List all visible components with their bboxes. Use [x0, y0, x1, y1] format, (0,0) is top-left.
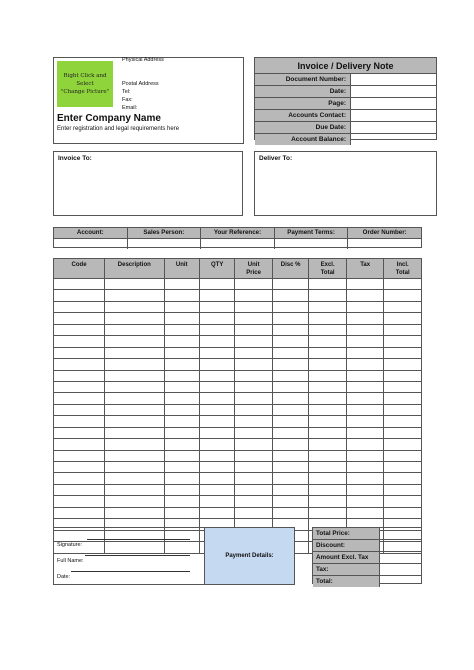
physical-address[interactable]: Physical Address: [122, 57, 164, 63]
table-cell[interactable]: [54, 473, 105, 484]
table-row: [54, 484, 422, 495]
invoice-title: Invoice / Delivery Note: [297, 60, 394, 71]
invoice-header-row: [255, 110, 436, 122]
table-cell[interactable]: [384, 450, 422, 461]
table-cell[interactable]: [199, 370, 234, 381]
table-cell[interactable]: [272, 439, 308, 450]
column-header: Tax: [346, 259, 384, 279]
table-cell[interactable]: [272, 427, 308, 438]
totals-row: [313, 576, 421, 587]
totals-value[interactable]: [380, 564, 421, 575]
invoice-header-value[interactable]: [351, 98, 436, 109]
column-header: Incl. Total: [384, 259, 422, 279]
table-cell[interactable]: [105, 427, 164, 438]
invoice-header-row: [255, 74, 436, 86]
account-info-value[interactable]: [128, 239, 202, 249]
account-info-label: Payment Terms:: [275, 228, 349, 238]
table-cell[interactable]: [199, 427, 234, 438]
totals-value[interactable]: [380, 528, 421, 539]
invoice-header-value[interactable]: [351, 134, 436, 145]
table-cell[interactable]: [105, 404, 164, 415]
table-cell[interactable]: [199, 496, 234, 507]
table-cell[interactable]: [272, 484, 308, 495]
table-cell[interactable]: [272, 279, 308, 290]
totals-row: [313, 564, 421, 576]
table-cell[interactable]: [346, 290, 384, 301]
table-cell[interactable]: [309, 473, 347, 484]
table-cell[interactable]: [54, 324, 105, 335]
table-cell[interactable]: [384, 484, 422, 495]
account-info-header: [54, 228, 421, 239]
table-cell[interactable]: [384, 347, 422, 358]
table-cell[interactable]: [309, 370, 347, 381]
column-header: Disc %: [272, 259, 308, 279]
table-cell[interactable]: [384, 473, 422, 484]
table-cell[interactable]: [105, 324, 164, 335]
table-cell[interactable]: [199, 404, 234, 415]
payment-details-box[interactable]: [204, 527, 295, 585]
table-cell[interactable]: [384, 439, 422, 450]
table-cell[interactable]: [54, 507, 105, 518]
table-cell[interactable]: [54, 347, 105, 358]
table-cell[interactable]: [272, 359, 308, 370]
table-row: [54, 301, 422, 312]
table-cell[interactable]: [235, 473, 273, 484]
table-cell[interactable]: [235, 347, 273, 358]
table-cell[interactable]: [272, 336, 308, 347]
table-cell[interactable]: [164, 290, 199, 301]
table-cell[interactable]: [309, 313, 347, 324]
table-cell[interactable]: [164, 393, 199, 404]
table-row: [54, 439, 422, 450]
table-cell[interactable]: [309, 290, 347, 301]
table-cell[interactable]: [346, 370, 384, 381]
table-cell[interactable]: [105, 462, 164, 473]
table-cell[interactable]: [346, 347, 384, 358]
table-cell[interactable]: [272, 381, 308, 392]
table-cell[interactable]: [235, 393, 273, 404]
account-info-label: Sales Person:: [128, 228, 202, 238]
table-cell[interactable]: [346, 507, 384, 518]
signature-line: [87, 539, 190, 540]
table-cell[interactable]: [346, 484, 384, 495]
table-cell[interactable]: [199, 439, 234, 450]
table-row: [54, 450, 422, 461]
table-cell[interactable]: [272, 347, 308, 358]
table-cell[interactable]: [199, 507, 234, 518]
invoice-header-value[interactable]: [351, 122, 436, 133]
table-cell[interactable]: [272, 462, 308, 473]
table-row: [54, 496, 422, 507]
table-cell[interactable]: [272, 393, 308, 404]
table-cell[interactable]: [309, 336, 347, 347]
account-info-label: Order Number:: [362, 229, 407, 236]
table-cell[interactable]: [164, 404, 199, 415]
account-info-values: [54, 239, 421, 249]
full-name-label: Full Name:: [57, 558, 84, 564]
table-cell[interactable]: [272, 507, 308, 518]
company-name[interactable]: Enter Company Name: [57, 113, 161, 124]
account-info-value[interactable]: [54, 239, 128, 249]
table-row: [54, 404, 422, 415]
table-cell[interactable]: [384, 313, 422, 324]
invoice-header-label: Document Number:: [255, 74, 351, 85]
totals-row: [313, 528, 421, 540]
table-cell[interactable]: [105, 450, 164, 461]
table-cell[interactable]: [235, 324, 273, 335]
table-cell[interactable]: [272, 301, 308, 312]
table-cell[interactable]: [235, 427, 273, 438]
table-cell[interactable]: [346, 416, 384, 427]
table-cell[interactable]: [199, 279, 234, 290]
table-cell[interactable]: [199, 290, 234, 301]
table-cell[interactable]: [235, 462, 273, 473]
invoice-header-value[interactable]: [351, 110, 436, 121]
table-cell[interactable]: [199, 359, 234, 370]
table-cell[interactable]: [235, 290, 273, 301]
table-cell[interactable]: [309, 301, 347, 312]
account-info-value[interactable]: [348, 239, 421, 249]
table-cell[interactable]: [105, 393, 164, 404]
table-cell[interactable]: [164, 496, 199, 507]
table-cell[interactable]: [164, 381, 199, 392]
invoice-header-row: [255, 122, 436, 134]
table-cell[interactable]: [164, 416, 199, 427]
table-cell[interactable]: [54, 313, 105, 324]
table-cell[interactable]: [235, 359, 273, 370]
table-cell[interactable]: [384, 279, 422, 290]
account-info-label: Account:: [54, 228, 128, 238]
table-row: [54, 370, 422, 381]
totals-value[interactable]: [380, 576, 421, 587]
table-cell[interactable]: [54, 427, 105, 438]
date-field[interactable]: [57, 565, 190, 580]
table-cell[interactable]: [164, 484, 199, 495]
table-cell[interactable]: [272, 313, 308, 324]
table-cell[interactable]: [199, 450, 234, 461]
table-cell[interactable]: [54, 381, 105, 392]
table-cell[interactable]: [235, 336, 273, 347]
table-cell[interactable]: [199, 484, 234, 495]
table-cell[interactable]: [272, 370, 308, 381]
table-cell[interactable]: [54, 484, 105, 495]
column-header: Unit: [164, 259, 199, 279]
table-cell[interactable]: [235, 279, 273, 290]
table-cell[interactable]: [235, 416, 273, 427]
invoice-header-fields: [255, 74, 436, 145]
invoice-header-row: [255, 134, 436, 145]
invoice-header-label: Accounts Contact:: [255, 110, 351, 121]
table-cell[interactable]: [54, 496, 105, 507]
table-cell[interactable]: [105, 473, 164, 484]
table-cell[interactable]: [54, 416, 105, 427]
table-cell[interactable]: [346, 427, 384, 438]
company-logo-placeholder[interactable]: [57, 61, 113, 107]
totals-row: [313, 540, 421, 552]
table-cell[interactable]: [384, 427, 422, 438]
table-cell[interactable]: [346, 336, 384, 347]
table-cell[interactable]: [105, 290, 164, 301]
tel-label[interactable]: Tel:: [122, 89, 131, 95]
table-row: [54, 347, 422, 358]
table-cell[interactable]: [54, 404, 105, 415]
table-cell[interactable]: [346, 450, 384, 461]
table-cell[interactable]: [105, 439, 164, 450]
table-cell[interactable]: [309, 359, 347, 370]
totals-table: [312, 527, 422, 584]
fax-label[interactable]: Fax:: [122, 97, 133, 103]
table-cell[interactable]: [105, 359, 164, 370]
table-cell[interactable]: [309, 427, 347, 438]
account-info-value[interactable]: [201, 239, 275, 249]
invoice-header-label: Account Balance:: [255, 134, 351, 145]
table-cell[interactable]: [54, 290, 105, 301]
table-cell[interactable]: [164, 370, 199, 381]
table-cell[interactable]: [199, 381, 234, 392]
table-cell[interactable]: [105, 313, 164, 324]
table-cell[interactable]: [309, 404, 347, 415]
table-cell[interactable]: [105, 496, 164, 507]
table-cell[interactable]: [309, 507, 347, 518]
logo-text-line-3: "Change Picture": [60, 89, 110, 95]
invoice-header-row: [255, 98, 436, 110]
payment-details-label: Payment Details:: [225, 553, 274, 559]
table-cell[interactable]: [384, 290, 422, 301]
table-cell[interactable]: [346, 301, 384, 312]
date-label: Date:: [57, 574, 71, 580]
table-cell[interactable]: [164, 439, 199, 450]
table-cell[interactable]: [164, 279, 199, 290]
invoice-header-label: Page:: [255, 98, 351, 109]
table-cell[interactable]: [105, 370, 164, 381]
account-info-label: Your Reference:: [201, 228, 275, 238]
account-info-table: [53, 227, 422, 248]
invoice-header-box: [254, 57, 437, 143]
column-header: Excl. Total: [309, 259, 347, 279]
totals-label: Total:: [313, 576, 380, 587]
email-label[interactable]: Email:: [122, 105, 138, 111]
invoice-to-label: Invoice To:: [58, 155, 92, 162]
table-cell[interactable]: [54, 279, 105, 290]
table-row: [54, 416, 422, 427]
table-cell[interactable]: [384, 381, 422, 392]
table-cell[interactable]: [199, 336, 234, 347]
table-row: [54, 473, 422, 484]
totals-value[interactable]: [380, 552, 421, 563]
account-info-value[interactable]: [275, 239, 349, 249]
table-cell[interactable]: [384, 404, 422, 415]
table-cell[interactable]: [384, 301, 422, 312]
table-cell[interactable]: [105, 507, 164, 518]
table-cell[interactable]: [309, 462, 347, 473]
table-cell[interactable]: [384, 462, 422, 473]
column-header: QTY: [199, 259, 234, 279]
table-row: [54, 393, 422, 404]
deliver-to-label: Deliver To:: [259, 155, 293, 162]
table-cell[interactable]: [235, 404, 273, 415]
totals-row: [313, 552, 421, 564]
table-cell[interactable]: [54, 359, 105, 370]
table-cell[interactable]: [384, 507, 422, 518]
table-row: [54, 290, 422, 301]
totals-label: Amount Excl. Tax: [313, 552, 380, 563]
table-cell[interactable]: [164, 359, 199, 370]
table-cell[interactable]: [384, 359, 422, 370]
table-cell[interactable]: [164, 301, 199, 312]
table-cell[interactable]: [164, 473, 199, 484]
table-cell[interactable]: [164, 336, 199, 347]
table-cell[interactable]: [54, 301, 105, 312]
table-cell[interactable]: [54, 336, 105, 347]
table-row: [54, 427, 422, 438]
table-cell[interactable]: [346, 439, 384, 450]
table-cell[interactable]: [54, 450, 105, 461]
logo-text-line-1: Right Click and: [63, 73, 107, 79]
table-cell[interactable]: [164, 462, 199, 473]
line-items-header: [54, 259, 422, 279]
full-name-field[interactable]: [57, 549, 190, 564]
table-cell[interactable]: [346, 324, 384, 335]
table-cell[interactable]: [235, 484, 273, 495]
table-cell[interactable]: [272, 324, 308, 335]
totals-label: Total Price:: [313, 528, 380, 539]
table-cell[interactable]: [199, 462, 234, 473]
table-cell[interactable]: [384, 416, 422, 427]
table-cell[interactable]: [309, 416, 347, 427]
table-cell[interactable]: [164, 427, 199, 438]
table-cell[interactable]: [199, 473, 234, 484]
table-cell[interactable]: [272, 404, 308, 415]
table-cell[interactable]: [235, 496, 273, 507]
column-header: Code: [54, 259, 105, 279]
table-row: [54, 324, 422, 335]
table-cell[interactable]: [164, 324, 199, 335]
table-cell[interactable]: [272, 473, 308, 484]
table-cell[interactable]: [235, 313, 273, 324]
table-cell[interactable]: [199, 347, 234, 358]
full-name-line: [85, 555, 190, 556]
totals-label: Discount:: [313, 540, 380, 551]
table-cell[interactable]: [235, 370, 273, 381]
table-cell[interactable]: [309, 324, 347, 335]
table-cell[interactable]: [164, 507, 199, 518]
table-cell[interactable]: [346, 381, 384, 392]
line-items-table: [53, 258, 422, 554]
table-cell[interactable]: [199, 301, 234, 312]
table-cell[interactable]: [235, 301, 273, 312]
table-row: [54, 313, 422, 324]
signature-field[interactable]: [57, 533, 190, 548]
table-cell[interactable]: [309, 484, 347, 495]
column-header: Description: [105, 259, 164, 279]
table-cell[interactable]: [235, 450, 273, 461]
table-row: [54, 507, 422, 518]
date-line: [71, 571, 190, 572]
table-cell[interactable]: [384, 336, 422, 347]
table-cell[interactable]: [309, 393, 347, 404]
table-cell[interactable]: [309, 450, 347, 461]
table-cell[interactable]: [272, 450, 308, 461]
table-cell[interactable]: [105, 484, 164, 495]
table-cell[interactable]: [384, 370, 422, 381]
invoice-header-label: Date:: [255, 86, 351, 97]
table-cell[interactable]: [105, 416, 164, 427]
table-cell[interactable]: [199, 416, 234, 427]
table-cell[interactable]: [346, 313, 384, 324]
signature-label: Signature:: [57, 542, 83, 548]
table-cell[interactable]: [384, 393, 422, 404]
table-cell[interactable]: [54, 439, 105, 450]
table-cell[interactable]: [105, 347, 164, 358]
column-header: Unit Price: [235, 259, 273, 279]
table-cell[interactable]: [346, 496, 384, 507]
invoice-header-value[interactable]: [351, 86, 436, 97]
table-cell[interactable]: [346, 393, 384, 404]
table-cell[interactable]: [235, 381, 273, 392]
table-cell[interactable]: [54, 393, 105, 404]
table-cell[interactable]: [105, 381, 164, 392]
table-row: [54, 279, 422, 290]
table-cell[interactable]: [54, 462, 105, 473]
table-cell[interactable]: [346, 462, 384, 473]
postal-address[interactable]: Postal Address: [122, 81, 159, 87]
table-cell[interactable]: [199, 393, 234, 404]
table-cell[interactable]: [235, 507, 273, 518]
table-cell[interactable]: [199, 313, 234, 324]
table-cell[interactable]: [54, 370, 105, 381]
table-cell[interactable]: [384, 496, 422, 507]
table-cell[interactable]: [164, 450, 199, 461]
table-cell[interactable]: [346, 473, 384, 484]
table-cell[interactable]: [346, 404, 384, 415]
table-cell[interactable]: [105, 279, 164, 290]
table-row: [54, 462, 422, 473]
totals-value[interactable]: [380, 540, 421, 551]
table-cell[interactable]: [105, 301, 164, 312]
table-cell[interactable]: [235, 439, 273, 450]
table-cell[interactable]: [272, 416, 308, 427]
table-cell[interactable]: [164, 347, 199, 358]
table-row: [54, 336, 422, 347]
table-cell[interactable]: [346, 359, 384, 370]
table-cell[interactable]: [309, 347, 347, 358]
table-cell[interactable]: [346, 279, 384, 290]
totals-label: Tax:: [313, 564, 380, 575]
company-registration[interactable]: Enter registration and legal requirements here: [57, 126, 180, 132]
table-cell[interactable]: [199, 324, 234, 335]
table-cell[interactable]: [309, 279, 347, 290]
table-cell[interactable]: [309, 439, 347, 450]
table-cell[interactable]: [384, 324, 422, 335]
invoice-header-value[interactable]: [351, 74, 436, 85]
invoice-to-box[interactable]: [53, 151, 243, 216]
invoice-title-bar: [255, 58, 436, 74]
table-cell[interactable]: [105, 336, 164, 347]
table-cell[interactable]: [164, 313, 199, 324]
table-cell[interactable]: [309, 496, 347, 507]
table-cell[interactable]: [272, 290, 308, 301]
invoice-header-row: [255, 86, 436, 98]
table-row: [54, 381, 422, 392]
logo-text-line-2: Select: [76, 81, 94, 87]
table-cell[interactable]: [272, 496, 308, 507]
deliver-to-box[interactable]: [254, 151, 437, 216]
invoice-header-label: Due Date:: [255, 122, 351, 133]
table-row: [54, 359, 422, 370]
table-cell[interactable]: [309, 381, 347, 392]
